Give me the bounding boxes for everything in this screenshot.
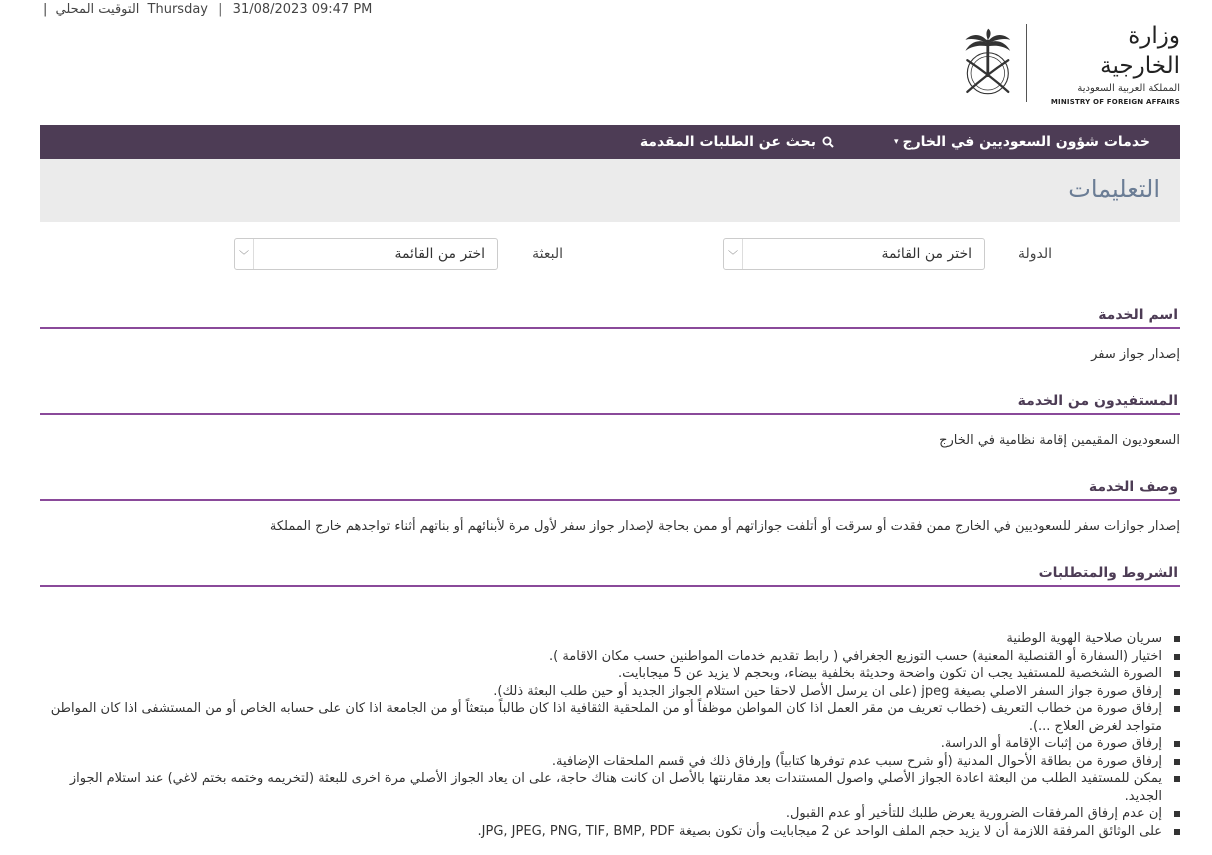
mission-select[interactable]: [234, 238, 498, 270]
nav-search-label: بحث عن الطلبات المقدمة: [639, 134, 816, 150]
ministry-logo[interactable]: [958, 22, 1180, 106]
time-separator: |: [43, 2, 48, 17]
logo-kingdom: المملكة العربية السعودية: [1077, 82, 1180, 94]
list-item: اختيار (السفارة أو القنصلية المعنية) حسب التوزيع الجغرافي ( رابط تقديم خدمات المواطنين حسب مكان الاقامة ).: [40, 648, 1162, 666]
section-heading: المستفيدون من الخدمة: [40, 393, 1180, 415]
nav-services-label: خدمات شؤون السعوديين في الخارج: [902, 134, 1150, 150]
palm-swords-emblem-icon: [958, 24, 1018, 102]
local-time-label: التوقيت المحلي: [55, 2, 140, 17]
list-item: إرفاق صورة من إثبات الإقامة أو الدراسة.: [40, 735, 1162, 753]
country-select-value: اختر من القائمة: [881, 246, 972, 262]
country-select[interactable]: [723, 238, 985, 270]
list-item: إرفاق صورة جواز السفر الاصلي بصيغة jpeg (على ان يرسل الأصل لاحقا حين استلام الجواز الجديد أو حين طلب البعثة ذلك).: [40, 683, 1162, 701]
section-heading: اسم الخدمة: [40, 307, 1180, 329]
list-item: على الوثائق المرفقة اللازمة أن لا يزيد حجم الملف الواحد عن 2 ميجابايت وأن تكون بصيغة JPG, JPEG, PNG, TIF, BMP, PDF.: [40, 823, 1162, 841]
country-label: الدولة: [1017, 246, 1052, 262]
search-icon: [822, 136, 834, 148]
section-requirements: [40, 565, 1180, 587]
list-item: إرفاق صورة من خطاب التعريف (خطاب تعريف من مقر العمل اذا كان المواطن موظفاً أو من الملحقية الثقافية اذا كان طالباً مبتعثاً أو من الجامعة اذا كان على حسابه الخاص أو من المستشفى اذا كان المواطن متواجد لغرض العلاج ...).: [40, 700, 1162, 735]
datetime-label: 31/08/2023 09:47 PM: [232, 2, 373, 17]
requirements-list: [40, 630, 1180, 840]
logo-english: MINISTRY OF FOREIGN AFFAIRS: [1050, 97, 1180, 106]
section-heading: وصف الخدمة: [40, 479, 1180, 501]
logo-divider: [1026, 24, 1027, 102]
chevron-down-icon: ﹀: [235, 239, 254, 269]
mission-label: البعثة: [532, 246, 563, 262]
section-body: إصدار جواز سفر: [1091, 347, 1180, 362]
page-title-bar: [40, 159, 1180, 222]
logo-arabic-name: وزارة الخارجية: [1100, 22, 1180, 79]
nav-services-menu[interactable]: [864, 134, 1180, 150]
list-item: إرفاق صورة من بطاقة الأحوال المدنية (أو شرح سبب عدم توفرها كتابياً) وإرفاق ذلك في قسم الملحقات الإضافية.: [40, 753, 1162, 771]
section-heading: الشروط والمتطلبات: [40, 565, 1180, 587]
section-body: إصدار جوازات سفر للسعوديين في الخارج ممن فقدت أو سرقت أو أتلفت جوازاتهم أو ممن بحاجة لإصدار جواز سفر لأول مرة لأبنائهم أو بناتهم أثناء تواجدهم خارج المملكة: [269, 519, 1180, 534]
time-separator-2: |: [218, 2, 223, 17]
local-time-bar: [43, 2, 372, 17]
day-label: Thursday: [147, 2, 208, 17]
section-description: [40, 479, 1180, 534]
nav-search-requests[interactable]: [610, 134, 864, 150]
caret-down-icon: ▾: [893, 137, 899, 147]
list-item: إن عدم إرفاق المرفقات الضرورية يعرض طلبك للتأخير أو عدم القبول.: [40, 805, 1162, 823]
mission-select-value: اختر من القائمة: [394, 246, 485, 262]
filters-row: [0, 238, 1212, 274]
page-title: التعليمات: [1068, 175, 1160, 203]
section-service-name: [40, 307, 1180, 362]
main-navbar: [40, 125, 1180, 159]
chevron-down-icon: ﹀: [724, 239, 743, 269]
list-item: يمكن للمستفيد الطلب من البعثة اعادة الجواز الأصلي واصول المستندات بعد مقارنتها بالأصل ان كانت هناك حاجة، على ان يعاد الجواز الأصلي مرة اخرى للبعثة (لتخريمه وختمه بختم لاغي) عند استلام الجواز الجديد.: [40, 770, 1162, 805]
section-beneficiaries: [40, 393, 1180, 448]
list-item: سريان صلاحية الهوية الوطنية: [40, 630, 1162, 648]
list-item: الصورة الشخصية للمستفيد يجب ان تكون واضحة وحديثة بخلفية بيضاء، وبحجم لا يزيد عن 5 ميجابايت.: [40, 665, 1162, 683]
logo-text: [1041, 21, 1180, 106]
section-body: السعوديون المقيمين إقامة نظامية في الخارج: [939, 433, 1180, 448]
